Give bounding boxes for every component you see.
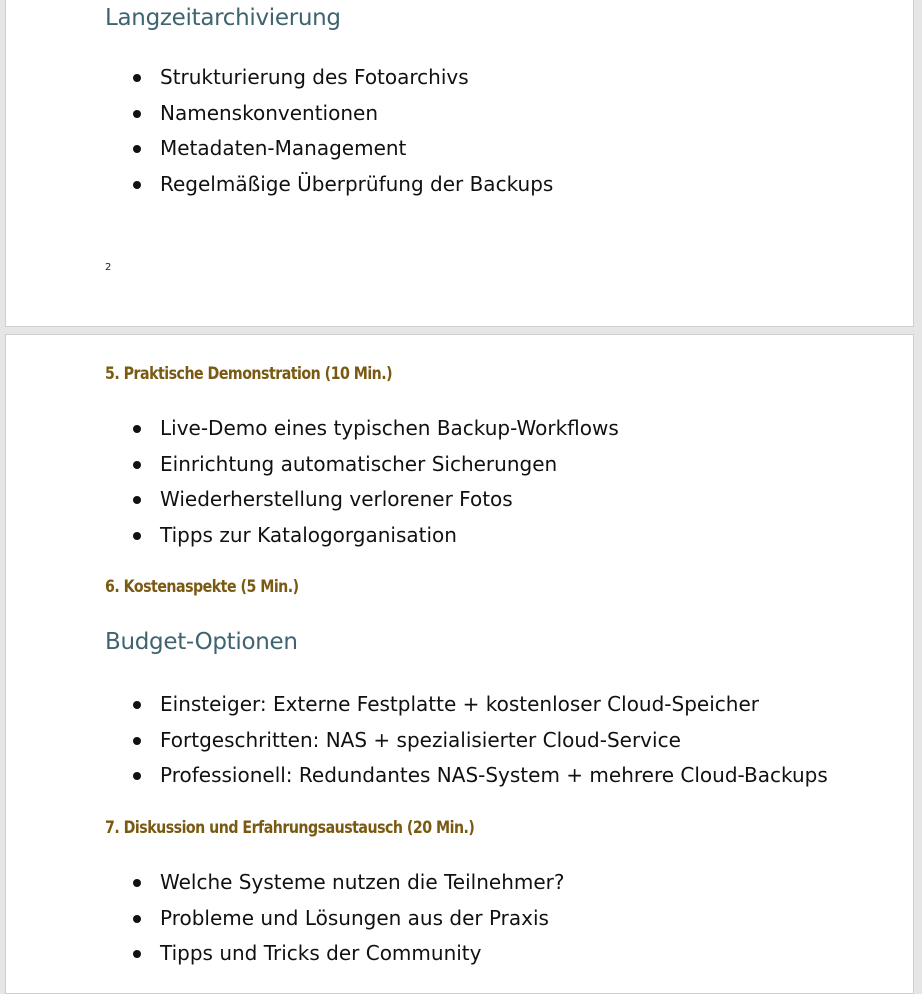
bullet-icon [133, 950, 141, 958]
bullet-icon [133, 879, 141, 887]
list-item: Live-Demo eines typischen Backup-Workflows [105, 411, 619, 447]
list-item: Tipps und Tricks der Community [105, 936, 565, 972]
bullet-icon [133, 110, 141, 118]
page-number: 2 [105, 262, 112, 273]
bullet-list-section-6 [105, 687, 828, 794]
bullet-icon [133, 181, 141, 189]
heading-budget-optionen: Budget-Optionen [105, 629, 298, 655]
bullet-icon [133, 74, 141, 82]
bullet-icon [133, 772, 141, 780]
list-item: Fortgeschritten: NAS + spezialisierter Cloud-Service [105, 723, 828, 759]
bullet-list-langzeitarchivierung [105, 60, 553, 202]
document-page-2 [5, 334, 914, 994]
heading-section-5: 5. Praktische Demonstration (10 Min.) [105, 364, 393, 383]
list-item: Strukturierung des Fotoarchivs [105, 60, 553, 96]
list-item: Einsteiger: Externe Festplatte + kostenloser Cloud-Speicher [105, 687, 828, 723]
list-item: Wiederherstellung verlorener Fotos [105, 482, 619, 518]
bullet-icon [133, 737, 141, 745]
list-item: Regelmäßige Überprüfung der Backups [105, 167, 553, 203]
bullet-icon [133, 461, 141, 469]
bullet-icon [133, 496, 141, 504]
list-item: Metadaten-Management [105, 131, 553, 167]
bullet-list-section-5 [105, 411, 619, 553]
list-item: Probleme und Lösungen aus der Praxis [105, 901, 565, 937]
bullet-icon [133, 532, 141, 540]
list-item: Namenskonventionen [105, 96, 553, 132]
heading-langzeitarchivierung: Langzeitarchivierung [105, 5, 341, 31]
document-page-1 [5, 0, 914, 327]
heading-section-7: 7. Diskussion und Erfahrungsaustausch (20 Min.) [105, 818, 475, 837]
bullet-icon [133, 701, 141, 709]
list-item: Welche Systeme nutzen die Teilnehmer? [105, 865, 565, 901]
bullet-list-section-7 [105, 865, 565, 972]
bullet-icon [133, 425, 141, 433]
list-item: Einrichtung automatischer Sicherungen [105, 447, 619, 483]
heading-section-6: 6. Kostenaspekte (5 Min.) [105, 577, 299, 596]
bullet-icon [133, 145, 141, 153]
list-item: Tipps zur Katalogorganisation [105, 518, 619, 554]
list-item: Professionell: Redundantes NAS-System + mehrere Cloud-Backups [105, 758, 828, 794]
bullet-icon [133, 915, 141, 923]
